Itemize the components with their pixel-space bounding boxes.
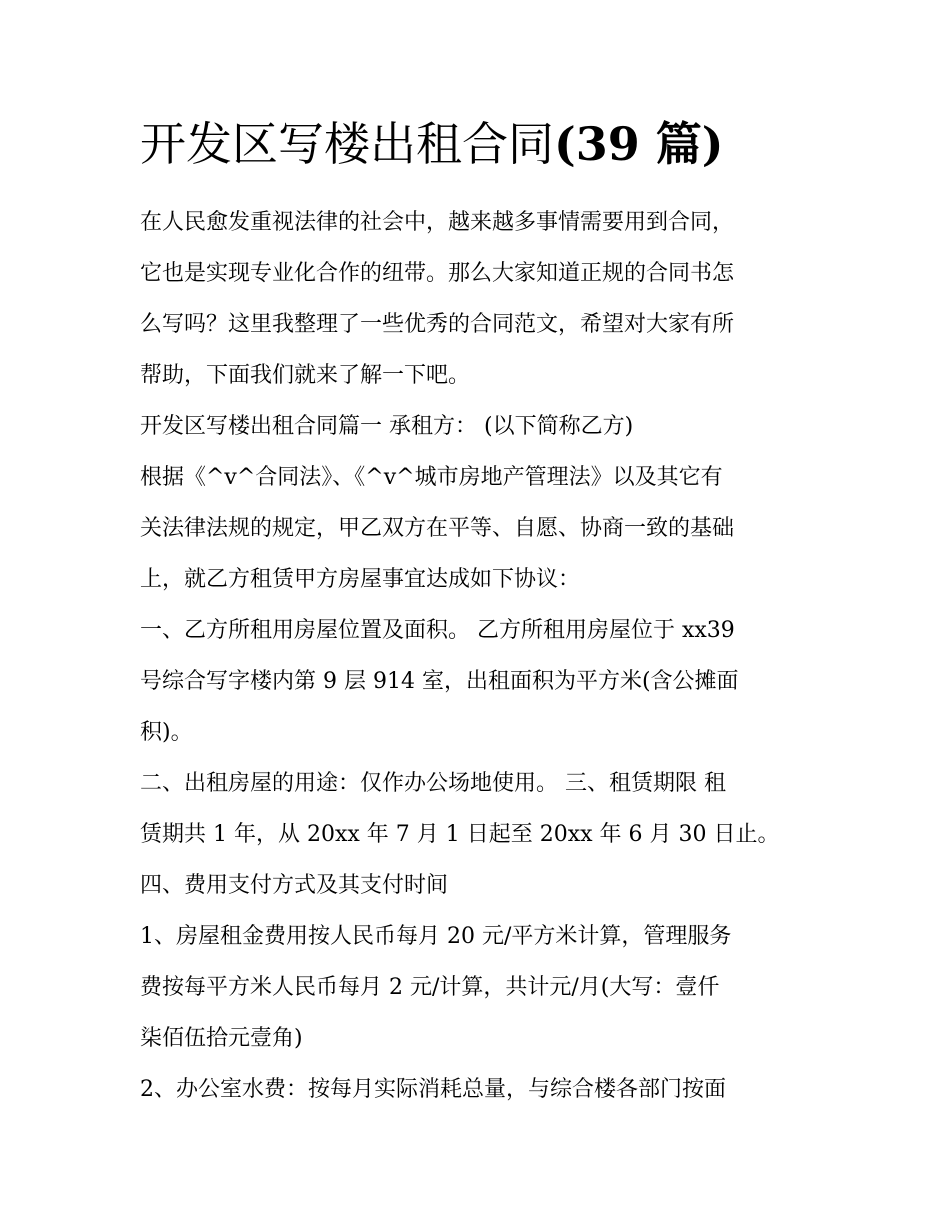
text-line: 在人民愈发重视法律的社会中，越来越多事情需要用到合同， — [140, 210, 735, 235]
text-line: 么写吗？这里我整理了一些优秀的合同范文，希望对大家有所 — [140, 312, 735, 337]
text-line: 2、办公室水费：按每月实际消耗总量，与综合楼各部门按面 — [140, 1077, 726, 1102]
text-line: 赁期共 1 年，从 20xx 年 7 月 1 日起至 20xx 年 6 月 30 日止。 — [140, 822, 780, 847]
text-line: 根据《^v^合同法》、《^v^城市房地产管理法》以及其它有 — [140, 465, 723, 490]
text-line: 开发区写楼出租合同篇一 承租方： (以下简称乙方) — [140, 414, 634, 439]
text-line: 上，就乙方租赁甲方房屋事宜达成如下协议： — [140, 567, 581, 592]
text-line: 费按每平方米人民币每月 2 元/计算，共计元/月(大写：壹仟 — [140, 975, 720, 1000]
text-line: 1、房屋租金费用按人民币每月 20 元/平方米计算，管理服务 — [140, 924, 732, 949]
text-line: 二、出租房屋的用途：仅作办公场地使用。 三、租赁期限 租 — [140, 771, 726, 796]
document-title-text: 开发区写楼出租合同 — [140, 117, 554, 171]
document-title — [140, 112, 900, 176]
text-line: 柒佰伍拾元壹角) — [140, 1026, 303, 1051]
text-line: 关法律法规的规定，甲乙双方在平等、自愿、协商一致的基础 — [140, 516, 735, 541]
document-title-count: (39 篇) — [554, 117, 724, 171]
text-line: 积)。 — [140, 720, 193, 745]
text-line: 它也是实现专业化合作的纽带。那么大家知道正规的合同书怎 — [140, 261, 735, 286]
text-line: 帮助，下面我们就来了解一下吧。 — [140, 363, 471, 388]
document-body — [140, 197, 820, 1115]
text-line: 四、费用支付方式及其支付时间 — [140, 873, 449, 898]
text-line: 号综合写字楼内第 9 层 914 室，出租面积为平方米(含公摊面 — [140, 669, 739, 694]
text-line: 一、乙方所租用房屋位置及面积。 乙方所租用房屋位于 xx39 — [140, 618, 735, 643]
